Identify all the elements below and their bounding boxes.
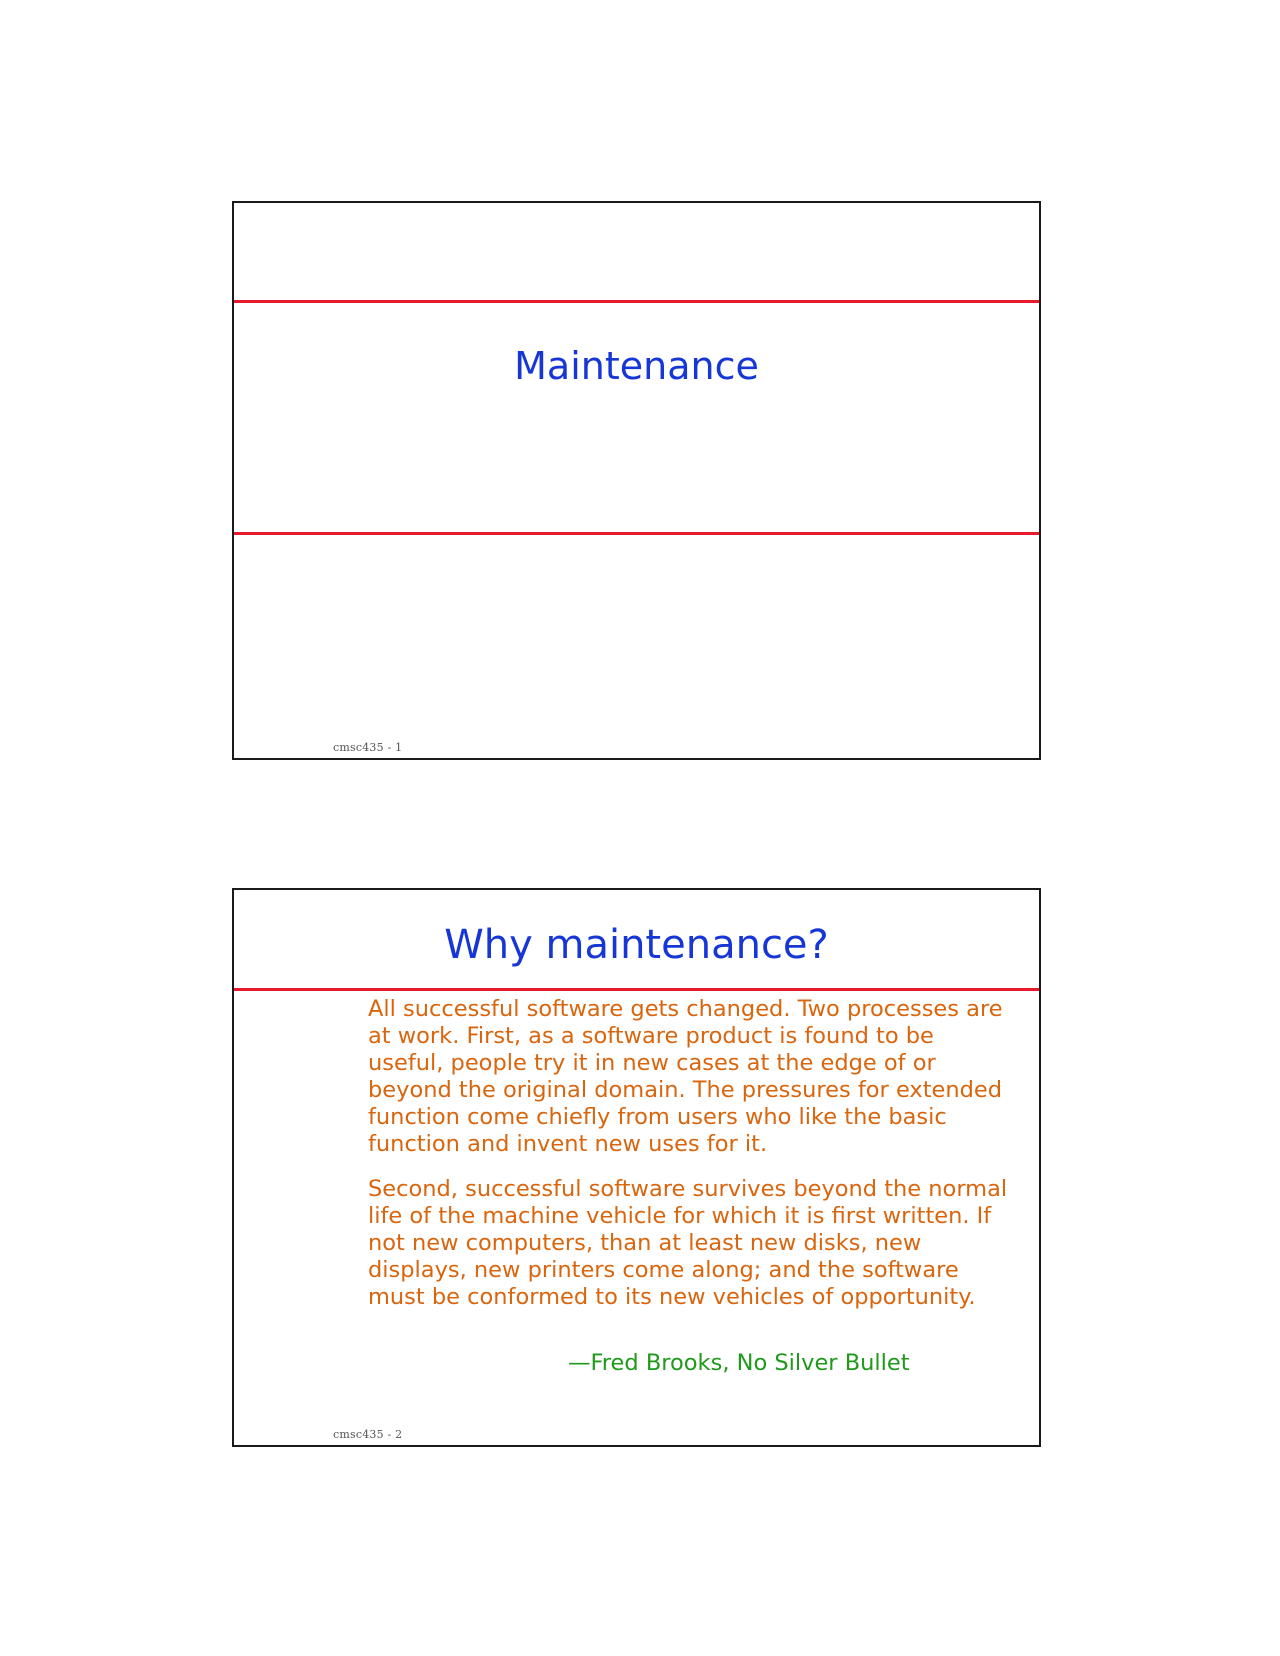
slide-footer: cmsc435 - 1 [333,741,403,754]
title-rule-top [234,300,1039,303]
slide-footer: cmsc435 - 2 [333,1428,403,1441]
quote-body [368,996,1008,1329]
slide-2 [232,888,1041,1447]
quote-attribution: —Fred Brooks, No Silver Bullet [568,1350,910,1376]
quote-paragraph-2: Second, successful software survives beyond the normal life of the machine vehicle for which it is first written. If not new computers, than at least new disks, new displays, new printers come along; and the software must be conformed to its new vehicles of opportunity. [368,1176,1008,1310]
quote-paragraph-1: All successful software gets changed. Two processes are at work. First, as a software product is found to be useful, people try it in new cases at the edge of or beyond the original domain. The pressures for extended function come chiefly from users who like the basic function and invent new uses for it. [368,996,1003,1157]
slide-title: Maintenance [514,344,759,388]
title-rule-bottom [234,532,1039,535]
title-rule [234,988,1039,991]
slide-title: Why maintenance? [444,922,829,968]
slide-1 [232,201,1041,760]
